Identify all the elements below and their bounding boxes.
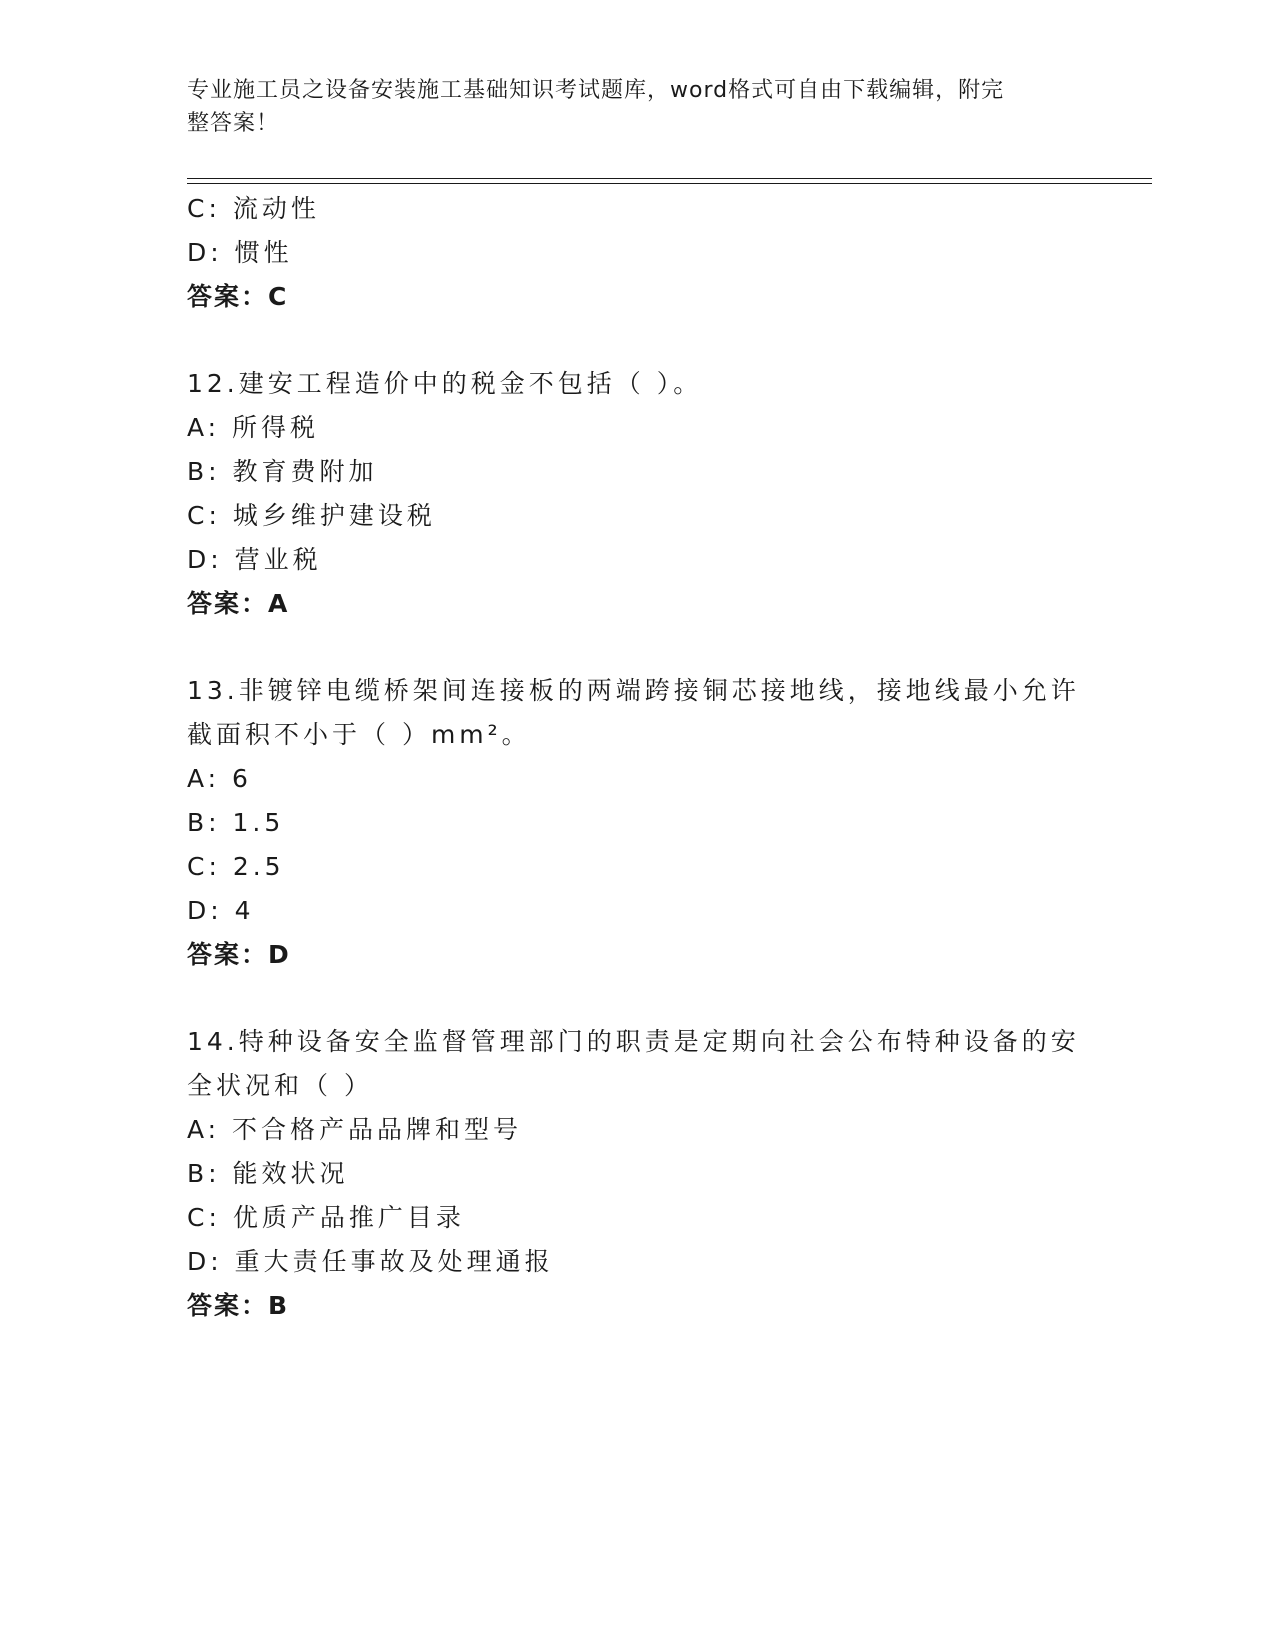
q14-option-b: B: 能效状况 <box>187 1159 349 1188</box>
header-line-2: 整答案！ <box>187 111 280 136</box>
q14-stem-line-1: 14.特种设备安全监督管理部门的职责是定期向社会公布特种设备的安 <box>187 1027 1080 1056</box>
header-divider-top <box>187 178 1152 179</box>
q12-option-c: C: 城乡维护建设税 <box>187 501 436 530</box>
q14-answer: 答案：B <box>187 1291 290 1320</box>
q13-answer: 答案：D <box>187 940 291 969</box>
q13-stem-line-1: 13.非镀锌电缆桥架间连接板的两端跨接铜芯接地线，接地线最小允许 <box>187 676 1080 705</box>
q14-option-a: A: 不合格产品品牌和型号 <box>187 1115 523 1144</box>
header-divider-bottom <box>187 183 1152 184</box>
q13-stem-line-2: 截面积不小于（ ）mm²。 <box>187 720 531 749</box>
q13-option-a: A: 6 <box>187 764 252 793</box>
q11-option-d: D: 惯性 <box>187 238 293 267</box>
q13-option-b: B: 1.5 <box>187 808 285 837</box>
q12-option-a: A: 所得税 <box>187 413 320 442</box>
q13-option-c: C: 2.5 <box>187 852 285 881</box>
q11-answer: 答案：C <box>187 282 289 311</box>
q14-option-d: D: 重大责任事故及处理通报 <box>187 1247 554 1276</box>
q12-option-d: D: 营业税 <box>187 545 322 574</box>
q14-option-c: C: 优质产品推广目录 <box>187 1203 465 1232</box>
q11-option-c: C: 流动性 <box>187 194 320 223</box>
q14-stem-line-2: 全状况和（ ） <box>187 1071 373 1100</box>
document-header <box>187 74 1067 140</box>
q12-answer: 答案：A <box>187 589 290 618</box>
q12-stem: 12.建安工程造价中的税金不包括（ ）。 <box>187 369 703 398</box>
header-line-1: 专业施工员之设备安装施工基础知识考试题库，word格式可自由下载编辑，附完 <box>187 78 1005 103</box>
q12-option-b: B: 教育费附加 <box>187 457 378 486</box>
q13-option-d: D: 4 <box>187 896 255 925</box>
